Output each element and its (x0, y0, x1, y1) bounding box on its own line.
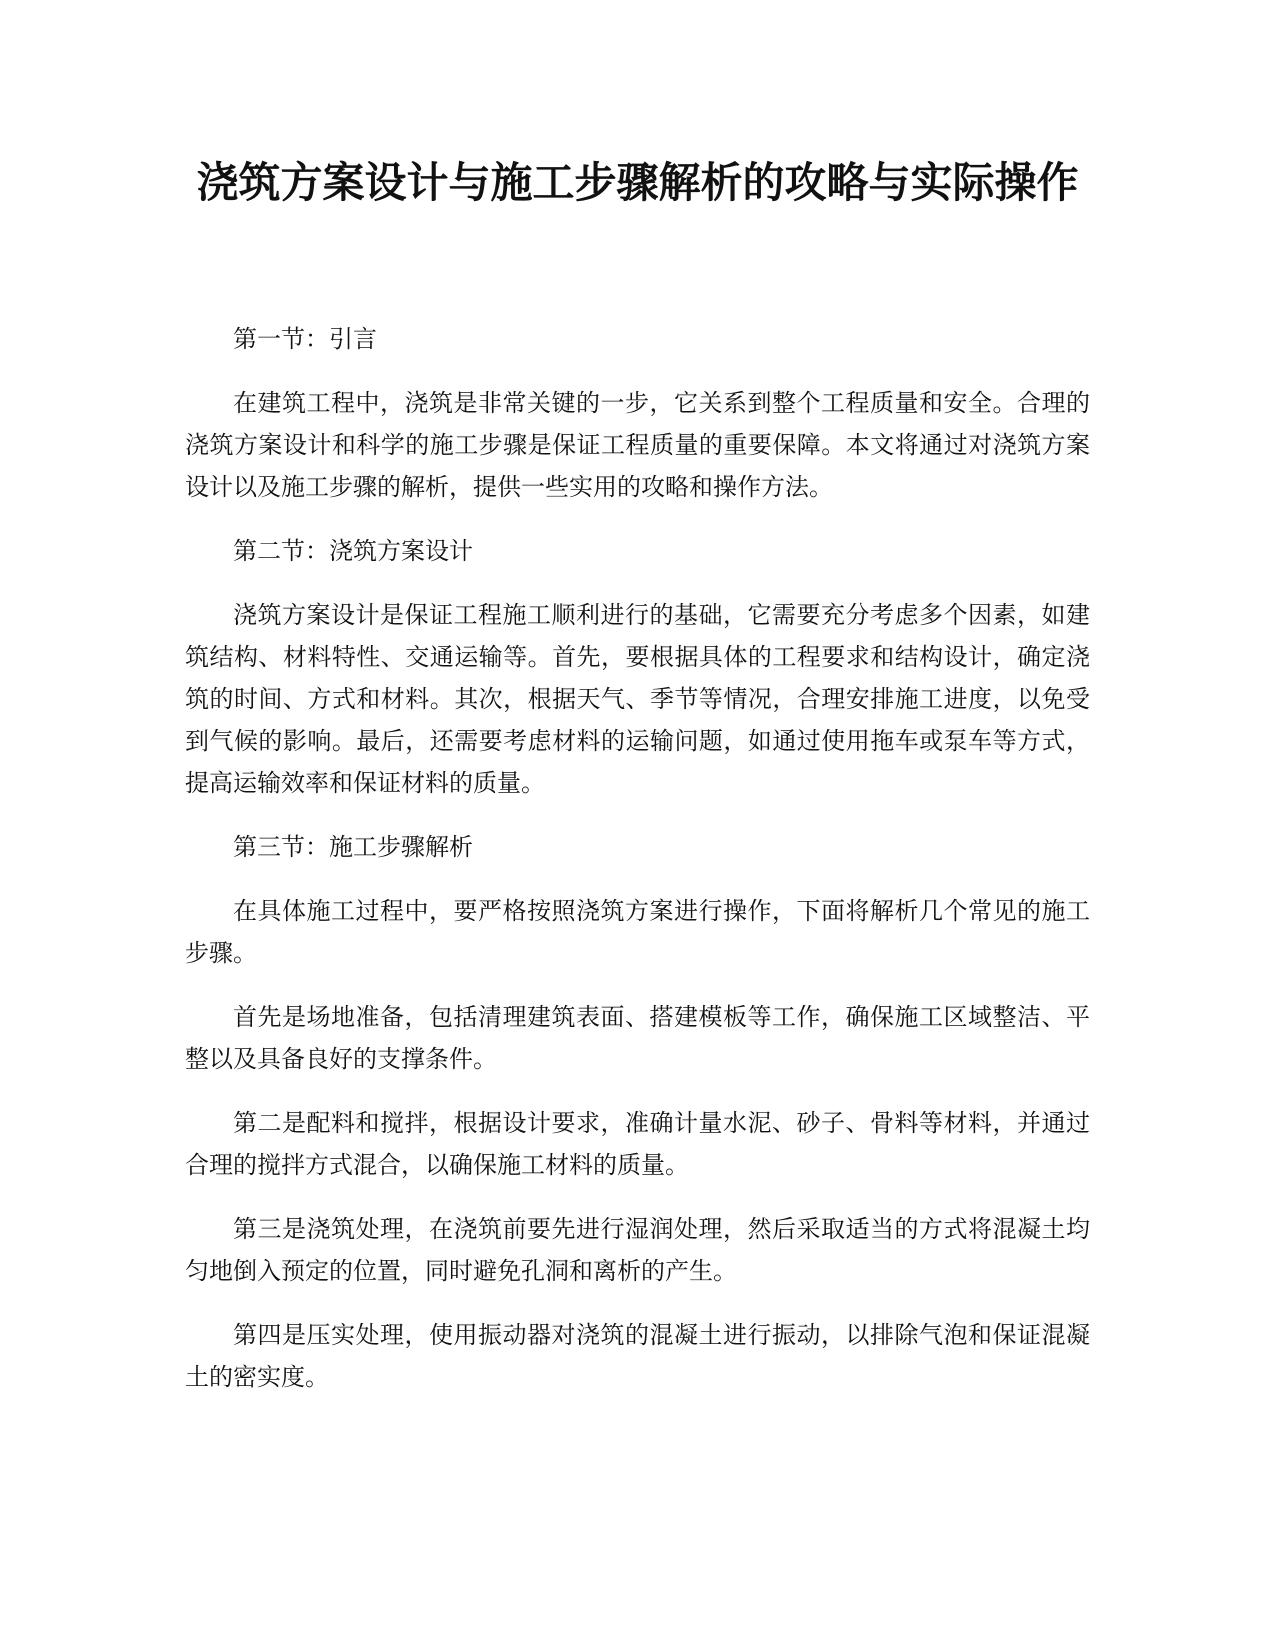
section-heading-intro: 第一节：引言 (233, 325, 377, 353)
paragraph: 浇筑方案设计是保证工程施工顺利进行的基础，它需要充分考虑多个因素，如建筑结构、材料特性、交通运输等。首先，要根据具体的工程要求和结构设计，确定浇筑的时间、方式和材料。其次，根据天气、季节等情况，合理安排施工进度，以免受到气候的影响。最后，还需要考虑材料的运输问题，如通过使用拖车或泵车等方式，提高运输效率和保证材料的质量。 (185, 601, 1090, 797)
paragraph: 首先是场地准备，包括清理建筑表面、搭建模板等工作，确保施工区域整洁、平整以及具备良好的支撑条件。 (185, 1003, 1090, 1073)
document-title: 浇筑方案设计与施工步骤解析的攻略与实际操作 (196, 158, 1079, 207)
document-body (185, 318, 1090, 1420)
section-heading-steps: 第三节：施工步骤解析 (233, 833, 473, 861)
paragraph: 第二是配料和搅拌，根据设计要求，准确计量水泥、砂子、骨料等材料，并通过合理的搅拌方式混合，以确保施工材料的质量。 (185, 1109, 1090, 1179)
section-heading-design: 第二节：浇筑方案设计 (233, 537, 473, 565)
paragraph: 第三是浇筑处理，在浇筑前要先进行湿润处理，然后采取适当的方式将混凝土均匀地倒入预定的位置，同时避免孔洞和离析的产生。 (185, 1215, 1090, 1285)
paragraph: 在具体施工过程中，要严格按照浇筑方案进行操作，下面将解析几个常见的施工步骤。 (185, 897, 1090, 967)
paragraph: 第四是压实处理，使用振动器对浇筑的混凝土进行振动，以排除气泡和保证混凝土的密实度。 (185, 1321, 1090, 1391)
paragraph: 在建筑工程中，浇筑是非常关键的一步，它关系到整个工程质量和安全。合理的浇筑方案设计和科学的施工步骤是保证工程质量的重要保障。本文将通过对浇筑方案设计以及施工步骤的解析，提供一些实用的攻略和操作方法。 (185, 389, 1090, 501)
